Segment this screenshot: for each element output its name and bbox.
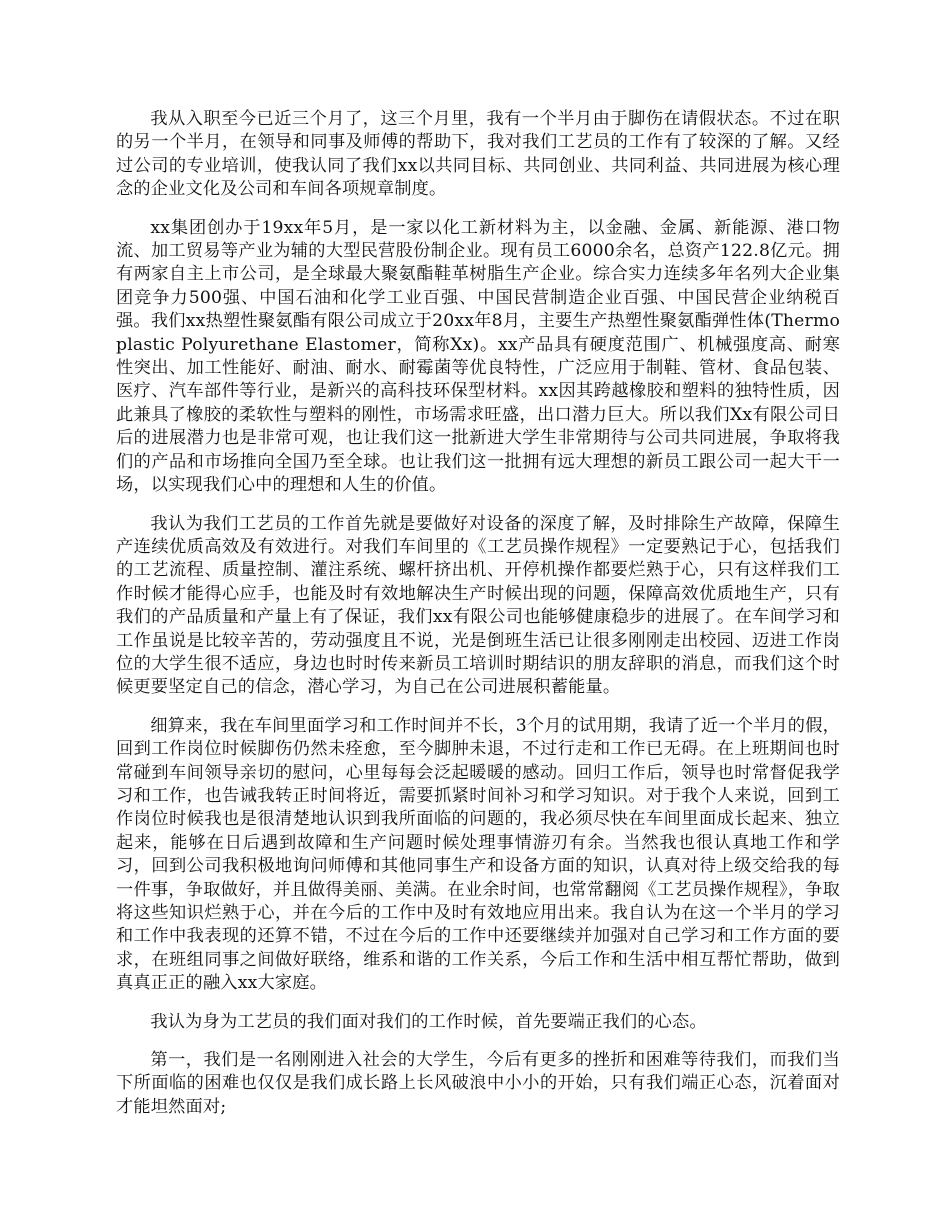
paragraph-intro: 我从入职至今已近三个月了，这三个月里，我有一个半月由于脚伤在请假状态。不过在职的另一个半月，在领导和同事及师傅的帮助下，我对我们工艺员的工作有了较深的了解。又经过公司的专业培训，使我认同了我们xx以共同目标、共同创业、共同利益、共同进展为核心理念的企业文化及公司和车间各项规章制度。 <box>116 109 840 200</box>
paragraph-work-duties: 我认为我们工艺员的工作首先就是要做好对设备的深度了解，及时排除生产故障，保障生产连续优质高效及有效进行。对我们车间里的《工艺员操作规程》一定要熟记于心，包括我们的工艺流程、质量控制、灌注系统、螺杆挤出机、开停机操作都要烂熟于心，只有这样我们工作时候才能得心应手，也能及时有效地解决生产时候出现的问题，保障高效优质地生产，只有我们的产品质量和产量上有了保证，我们xx有限公司也能够健康稳步的进展了。在车间学习和工作虽说是比较辛苦的，劳动强度且不说，光是倒班生活已让很多刚刚走出校园、迈进工作岗位的大学生很不适应，身边也时时传来新员工培训时期结识的朋友辞职的消息，而我们这个时候更要坚定自己的信念，潜心学习，为自己在公司进展积蓄能量。 <box>116 513 840 698</box>
paragraph-first-point: 第一，我们是一名刚刚进入社会的大学生，今后有更多的挫折和困难等待我们，而我们当下所面临的困难也仅仅是我们成长路上长风破浪中小小的开始，只有我们端正心态，沉着面对才能坦然面对; <box>116 1050 840 1117</box>
paragraph-personal-experience: 细算来，我在车间里面学习和工作时间并不长，3个月的试用期，我请了近一个半月的假，回到工作岗位时候脚伤仍然未痊愈，至今脚肿未退，不过行走和工作已无碍。在上班期间也时常碰到车间领导亲切的慰问，心里每每会泛起暖暖的感动。回归工作后，领导也时常督促我学习和工作，也告诫我转正时间将近，需要抓紧时间补习和学习知识。对于我个人来说，回到工作岗位时候我也是很清楚地认识到我所面临的问题的，我必须尽快在车间里面成长起来、独立起来，能够在日后遇到故障和生产问题时候处理事情游刃有余。当然我也很认真地工作和学习，回到公司我积极地询问师傅和其他同事生产和设备方面的知识，认真对待上级交给我的每一件事，争取做好，并且做得美丽、美满。在业余时间，也常常翻阅《工艺员操作规程》，争取将这些知识烂熟于心，并在今后的工作中及时有效地应用出来。我自认为在这一个半月的学习和工作中我表现的还算不错，不过在今后的工作中还要继续并加强对自己学习和工作方面的要求，在班组同事之间做好联络，维系和谐的工作关系，今后工作和生活中相互帮忙帮助，做到真真正正的融入xx大家庭。 <box>116 715 840 994</box>
paragraph-attitude: 我认为身为工艺员的我们面对我们的工作时候，首先要端正我们的心态。 <box>150 1011 707 1032</box>
paragraph-company-profile: xx集团创办于19xx年5月，是一家以化工新材料为主，以金融、金属、新能源、港口物流、加工贸易等产业为辅的大型民营股份制企业。现有员工6000余名，总资产122.8亿元。拥有两家自主上市公司，是全球最大聚氨酯鞋革树脂生产企业。综合实力连续多年名列大企业集团竞争力500强、中国石油和化学工业百强、中国民营制造企业百强、中国民营企业纳税百强。我们xx热塑性聚氨酯有限公司成立于20xx年8月，主要生产热塑性聚氨酯弹性体(Thermoplastic Polyurethane Elastomer，简称Xx)。xx产品具有硬度范围广、机械强度高、耐寒性突出、加工性能好、耐油、耐水、耐霉菌等优良特性，广泛应用于制鞋、管材、食品包装、医疗、汽车部件等行业，是新兴的高科技环保型材料。xx因其跨越橡胶和塑料的独特性质，因此兼具了橡胶的柔软性与塑料的刚性，市场需求旺盛，出口潜力巨大。所以我们Xx有限公司日后的进展潜力也是非常可观，也让我们这一批新进大学生非常期待与公司共同进展，争取将我们的产品和市场推向全国乃至全球。也让我们这一批拥有远大理想的新员工跟公司一起大干一场，以实现我们心中的理想和人生的价值。 <box>116 217 840 496</box>
